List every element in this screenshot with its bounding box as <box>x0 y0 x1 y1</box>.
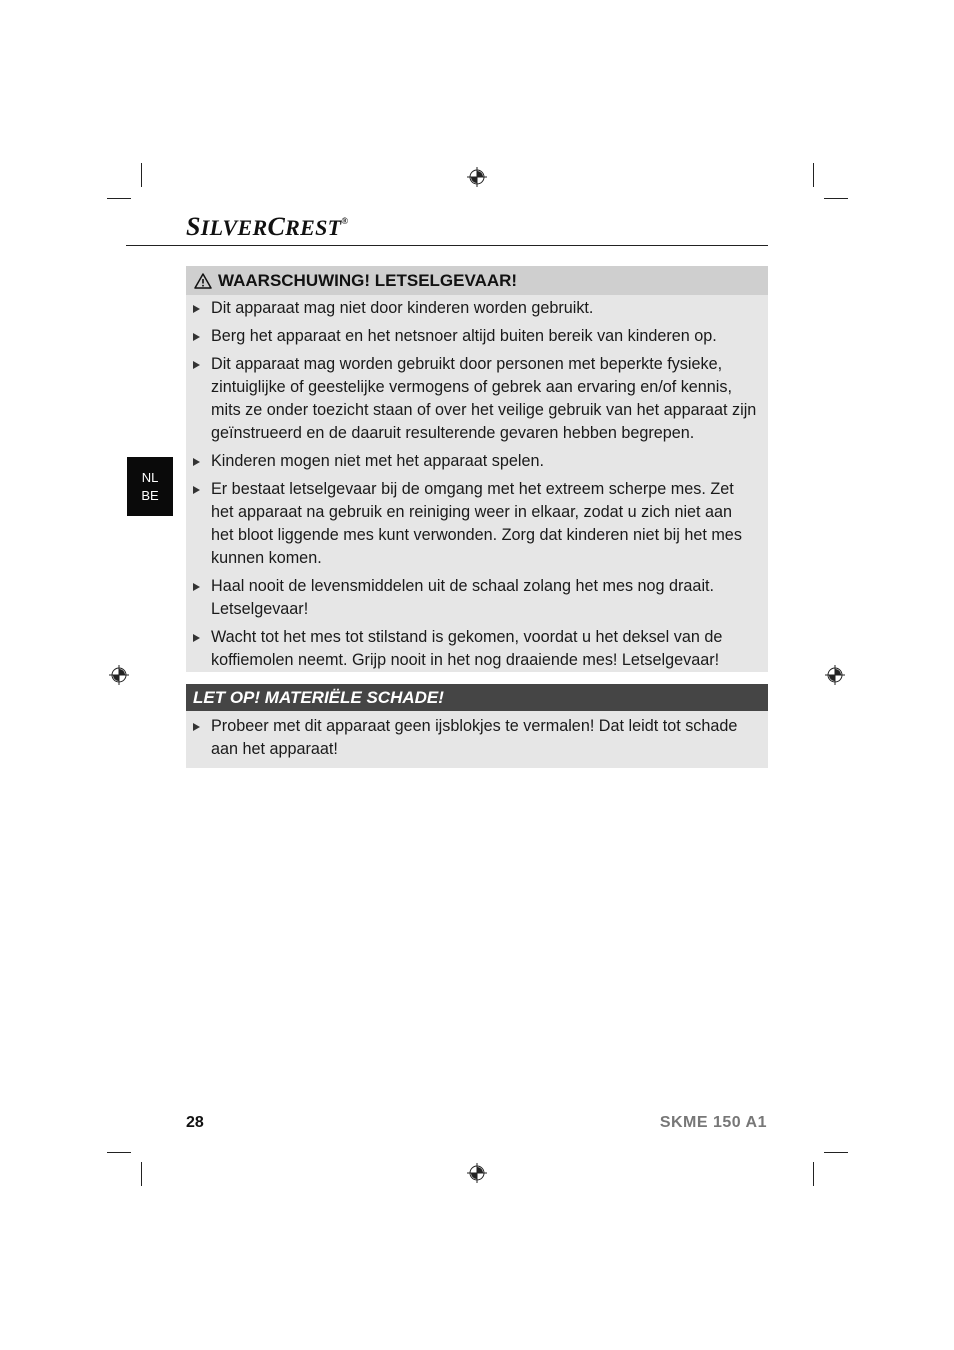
crop-mark <box>141 163 142 187</box>
language-code-nl: NL <box>141 470 159 485</box>
crop-mark <box>107 1152 131 1153</box>
language-tab <box>127 457 173 516</box>
notice-list <box>186 711 768 761</box>
bullet-arrow-icon <box>193 634 200 642</box>
crop-mark <box>813 1162 814 1186</box>
list-item: Dit apparaat mag niet door kinderen worden gebruikt. <box>186 297 768 320</box>
bullet-arrow-icon <box>193 361 200 369</box>
crop-mark <box>141 1162 142 1186</box>
warning-header <box>186 266 768 295</box>
language-code-be: BE <box>141 488 159 503</box>
notice-title: LET OP! MATERIËLE SCHADE! <box>193 687 444 707</box>
bullet-arrow-icon <box>193 583 200 591</box>
registration-mark-icon <box>825 665 845 685</box>
registration-mark-icon <box>467 1163 487 1183</box>
bullet-arrow-icon <box>193 333 200 341</box>
bullet-arrow-icon <box>193 723 200 731</box>
header-divider <box>126 245 768 246</box>
registration-mark-icon <box>467 167 487 187</box>
crop-mark <box>107 198 131 199</box>
crop-mark <box>813 163 814 187</box>
bullet-arrow-icon <box>193 458 200 466</box>
bullet-arrow-icon <box>193 486 200 494</box>
crop-mark <box>824 1152 848 1153</box>
list-item: Haal nooit de levensmiddelen uit de schaal zolang het mes nog draait. Letselgevaar! <box>186 575 768 621</box>
list-item: Dit apparaat mag worden gebruikt door personen met beperkte fysieke, zintuiglijke of geestelijke vermogens of gebrek aan ervaring en/of kennis, mits ze onder toezicht staan of over het veilige gebruik van het apparaat zijn geïnstrueerd en de daaruit resulterende gevaren hebben begrepen. <box>186 353 768 445</box>
warning-triangle-icon <box>194 273 212 289</box>
list-item: Berg het apparaat en het netsnoer altijd buiten bereik van kinderen op. <box>186 325 768 348</box>
page-number: 28 <box>186 1114 204 1131</box>
list-item: Er bestaat letselgevaar bij de omgang met het extreem scherpe mes. Zet het apparaat na gebruik en reiniging weer in elkaar, zodat u zich niet aan het bloot liggende mes kunt verwonden. Zorg dat kinderen niet bij het mes kunnen komen. <box>186 478 768 570</box>
notice-header <box>186 684 768 711</box>
list-item: Wacht tot het mes tot stilstand is gekomen, voordat u het deksel van de koffiemolen neemt. Grijp nooit in het nog draaiende mes! Letselgevaar! <box>186 626 768 672</box>
warning-list <box>186 295 768 672</box>
crop-mark <box>824 198 848 199</box>
warning-title: WAARSCHUWING! LETSELGEVAAR! <box>218 270 518 290</box>
warning-box <box>186 266 768 672</box>
notice-box <box>186 684 768 768</box>
list-item: Kinderen mogen niet met het apparaat spelen. <box>186 450 768 473</box>
brand-logo: SILVERCREST® <box>186 212 349 241</box>
bullet-arrow-icon <box>193 305 200 313</box>
model-number: SKME 150 A1 <box>659 1114 767 1131</box>
list-item: Probeer met dit apparaat geen ijsblokjes te vermalen! Dat leidt tot schade aan het apparaat! <box>186 715 768 761</box>
registration-mark-icon <box>109 665 129 685</box>
